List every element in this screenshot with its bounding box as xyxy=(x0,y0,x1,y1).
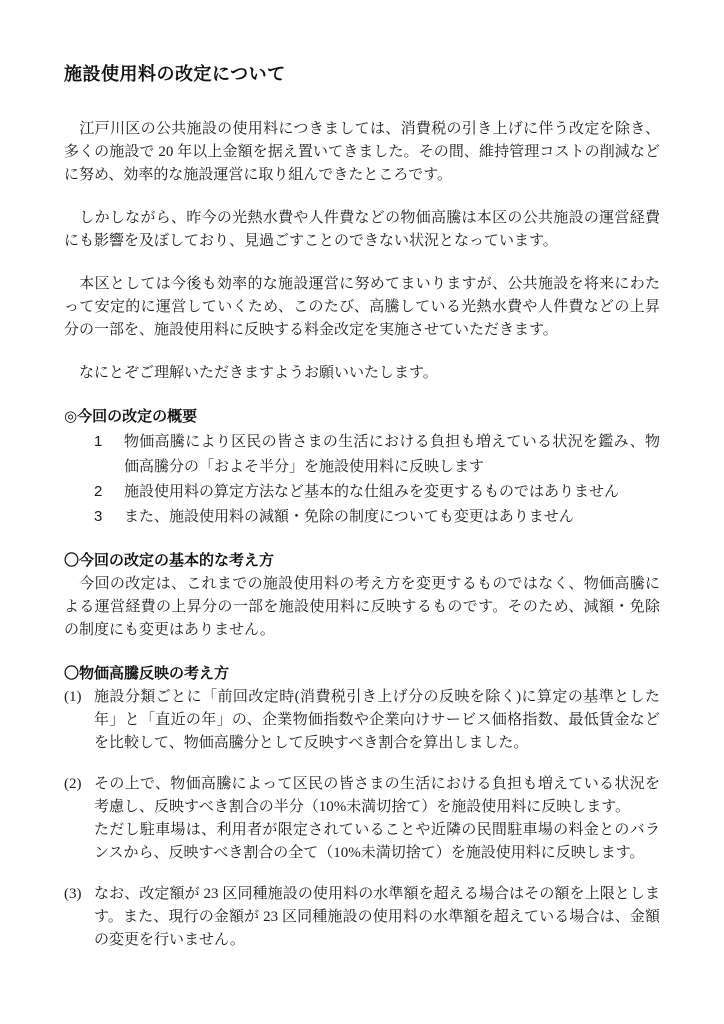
list-item-number: 2 xyxy=(94,483,103,500)
basic-policy-section xyxy=(64,549,660,642)
list-item xyxy=(64,429,660,479)
numbered-paragraph xyxy=(64,686,660,755)
intro-paragraph-2: しかしながら、昨今の光熱水費や人件費などの物価高騰は本区の公共施設の運営経費にも影響を及ぼしており、見過ごすことのできない状況となっています。 xyxy=(64,210,660,249)
list-item xyxy=(64,479,660,504)
paragraph-text-continued: ただし駐車場は、利用者が限定されていることや近隣の民間駐車場の料金とのバランスから、反映すべき割合の全て（10%未満切捨て）を施設使用料に反映します。 xyxy=(94,822,660,861)
list-item xyxy=(64,504,660,529)
paragraph-number: (1) xyxy=(64,689,82,705)
numbered-paragraph xyxy=(64,773,660,865)
page-title: 施設使用料の改定について xyxy=(64,64,286,84)
reflection-policy-section xyxy=(64,662,660,952)
list-item-number: 1 xyxy=(94,433,103,450)
numbered-paragraph xyxy=(64,883,660,952)
overview-list xyxy=(64,429,660,529)
intro-paragraph-3: 本区としては今後も効率的な施設運営に努めてまいりますが、公共施設を将来にわたって安定的に運営していくため、このたび、高騰している光熱水費や人件費などの上昇分の一部を、施設使用料に反映する料金改定を実施させていただきます。 xyxy=(64,276,660,338)
list-item-text: 施設使用料の算定方法など基本的な仕組みを変更するものではありません xyxy=(124,483,620,500)
basic-policy-body: 今回の改定は、これまでの施設使用料の考え方を変更するものではなく、物価高騰による運営経費の上昇分の一部を施設使用料に反映するものです。そのため、減額・免除の制度にも変更はありません。 xyxy=(64,576,660,638)
paragraph-number: (3) xyxy=(64,886,82,902)
basic-policy-heading: 〇今回の改定の基本的な考え方 xyxy=(64,552,275,569)
list-item-text: 物価高騰により区民の皆さまの生活における負担も増えている状況を鑑み、物価高騰分の「およそ半分」を施設使用料に反映します xyxy=(124,433,660,475)
intro-paragraph-1: 江戸川区の公共施設の使用料につきましては、消費税の引き上げに伴う改定を除き、多くの施設で 20 年以上金額を据え置いてきました。その間、維持管理コストの削減などに努め、効率的な施設運営に取り組んできたところです。 xyxy=(64,121,660,183)
paragraph-text: 施設分類ごとに「前回改定時(消費税引き上げ分の反映を除く)に算定の基準とした年」と「直近の年」の、企業物価指数や企業向けサービス価格指数、最低賃金などを比較して、物価高騰分として反映すべき割合を算出しました。 xyxy=(94,689,660,751)
overview-heading: ◎今回の改定の概要 xyxy=(64,408,198,425)
paragraph-number: (2) xyxy=(64,776,82,792)
paragraph-text: その上で、物価高騰によって区民の皆さまの生活における負担も増えている状況を考慮し、反映すべき割合の半分（10%未満切捨て）を施設使用料に反映します。 xyxy=(94,776,660,815)
intro-paragraph-4: なにとぞご理解いただきますようお願いいたします。 xyxy=(64,365,438,381)
list-item-text: また、施設使用料の減額・免除の制度についても変更はありません xyxy=(124,508,574,525)
list-item-number: 3 xyxy=(94,508,103,525)
overview-section xyxy=(64,405,660,529)
paragraph-text: なお、改定額が 23 区同種施設の使用料の水準額を超える場合はその額を上限とします。また、現行の金額が 23 区同種施設の使用料の水準額を超えている場合は、金額の変更を行いません。 xyxy=(94,886,660,948)
reflection-policy-heading: 〇物価高騰反映の考え方 xyxy=(64,665,230,682)
